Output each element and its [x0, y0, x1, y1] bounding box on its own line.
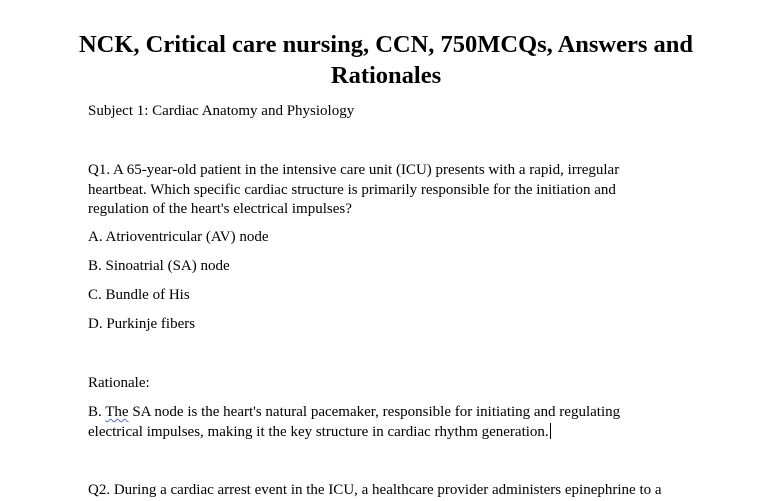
rationale-answer-prefix: B. [88, 404, 102, 420]
question-1-option-d: D. Purkinje fibers [88, 316, 196, 332]
question-1-option-b: B. Sinoatrial (SA) node [88, 258, 230, 274]
subject-heading: Subject 1: Cardiac Anatomy and Physiology [88, 103, 355, 119]
document-title: NCK, Critical care nursing, CCN, 750MCQs, Answers and Rationales [78, 31, 694, 89]
question-1-option-a: A. Atrioventricular (AV) node [88, 229, 269, 245]
rationale-label: Rationale: [88, 375, 150, 391]
rationale-text[interactable] [88, 403, 678, 442]
spellcheck-flagged-word[interactable]: The [105, 404, 129, 420]
rationale-body: SA node is the heart's natural pacemaker, responsible for initiating and regulating electrical impulses, making it the key structure in cardiac rhythm generation. [88, 404, 621, 440]
question-1-option-c: C. Bundle of His [88, 287, 190, 303]
text-cursor [550, 423, 551, 439]
question-2-text: Q2. During a cardiac arrest event in the ICU, a healthcare provider administers epinephrine to a [88, 482, 662, 498]
question-1-text: Q1. A 65-year-old patient in the intensive care unit (ICU) presents with a rapid, irregular heartbeat. Which specific cardiac structure is primarily responsible for the initiation and regulation of the heart's electrical impulses? [88, 162, 620, 217]
